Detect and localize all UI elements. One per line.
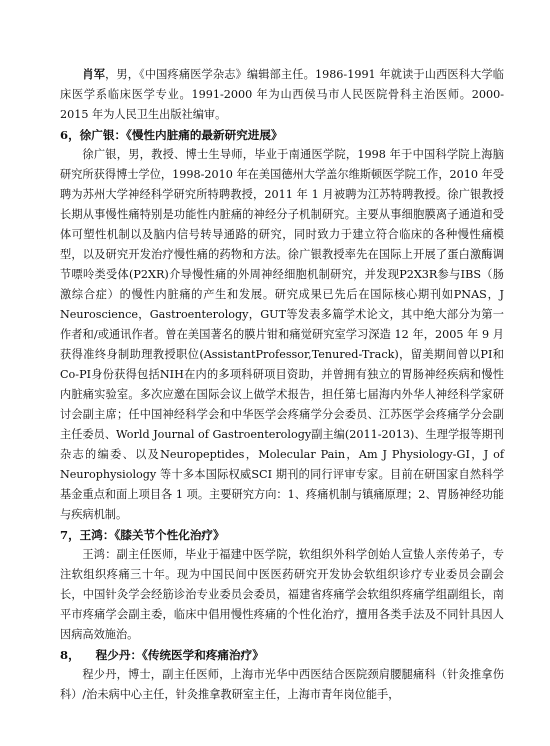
paragraph bbox=[60, 64, 504, 125]
paragraph-text: 程少丹，博士，副主任医师，上海市光华中西医结合医院颈肩腰腿痛科（针灸推拿伤科）/治未病中心主任，针灸推拿教研室主任，上海市青年岗位能手， bbox=[60, 668, 504, 701]
heading-number: 8， bbox=[60, 648, 80, 662]
speaker-heading bbox=[60, 125, 504, 145]
person-name: 肖军 bbox=[82, 67, 106, 81]
paragraph-text: 王鸿：副主任医师，毕业于福建中医学院，软组织外科学创始人宣蛰人亲传弟子，专注软组织疼痛三十年。现为中国民间中医医药研究开发协会软组织诊疗专业委员会副会长，中国针灸学会经筋诊治专业委员会委员，福建省疼痛学会软组织疼痛学组副组长，南平市疼痛学会副主委，临床中倡用慢性疼痛的个性化治疗，擅用各类手法及不同针具因人因病高效施治。 bbox=[60, 548, 504, 641]
speaker-name: 王鸿 bbox=[79, 528, 103, 542]
paragraph-text: ，男，《中国疼痛医学杂志》编辑部主任。1986-1991 年就读于山西医科大学临床医学系临床医学专业。1991-2000 年为山西侯马市人民医院骨科主治医师。2000-2015 年为人民卫生出版社编审。 bbox=[60, 68, 504, 121]
speaker-heading bbox=[60, 645, 504, 665]
heading-number: 6， bbox=[60, 128, 80, 142]
paragraph bbox=[60, 665, 504, 705]
speaker-name: 徐广银 bbox=[79, 128, 115, 142]
paragraph bbox=[60, 145, 504, 525]
talk-title: ：《慢性内脏痛的最新研究进展》 bbox=[114, 128, 283, 142]
talk-title: ：《传统医学和疼痛治疗》 bbox=[130, 648, 264, 662]
talk-title: ：《膝关节个性化治疗》 bbox=[102, 528, 225, 542]
paragraph bbox=[60, 545, 504, 645]
heading-number: 7， bbox=[60, 528, 80, 542]
speaker-heading bbox=[60, 525, 504, 545]
speaker-name: 程少丹 bbox=[95, 648, 131, 662]
document-page bbox=[60, 64, 504, 705]
paragraph-text: 徐广银，男，教授、博士生导师，毕业于南通医学院，1998 年于中国科学院上海脑研究所获得博士学位，1998-2010 年在美国德州大学盖尔维斯顿医学院工作，2010 年受聘为苏州大学神经科学研究所特聘教授，2011 年 1 月被聘为江苏特聘教授。徐广银教授长期从事慢性痛特别是功能性内脏痛的神经分子机制研究。主要从事细胞膜离子通道和受体可塑性机制以及脑内信号转导通路的研究，同时致力于建立符合临床的各种慢性痛模型，以及研究开发治疗慢性痛的药物和方法。徐广银教授率先在国际上开展了蛋白激酶调节嘌呤类受体(P2XR)介导慢性痛的外周神经细胞机制研究，并发现P2X3R参与IBS（肠激综合症）的慢性内脏痛的产生和发展。研究成果已先后在国际核心期刊如PNAS，J Neuroscience，Gastroenterology，GUT等发表多篇学术论文，其中绝大部分为第一作者和/或通讯作者。曾在美国著名的膜片钳和痛觉研究室学习深造 12 年，2005 年 9 月获得准终身制助理教授职位(AssistantProfessor,Tenured-Track)，留美期间曾以PI和Co-PI身份获得包括NIH在内的多项科研项目资助，并曾拥有独立的胃肠神经疾病和慢性内脏痛实验室。多次应邀在国际会议上做学术报告，担任第七届海内外华人神经科学家研讨会副主席；任中国神经科学会和中华医学会疼痛学分会委员、江苏医学会疼痛学分会副主任委员、World Journal of Gastroenterology副主编(2011-2013)、生理学报等期刊杂志的编委、以及Neuropeptides，Molecular Pain，Am J Physiology-GI，J of Neurophysiology 等十多本国际权威SCI 期刊的同行评审专家。目前在研国家自然科学基金重点和面上项目各 1 项。主要研究方向：1、疼痛机制与镇痛原理；2、胃肠神经功能与疾病机制。 bbox=[60, 148, 504, 521]
